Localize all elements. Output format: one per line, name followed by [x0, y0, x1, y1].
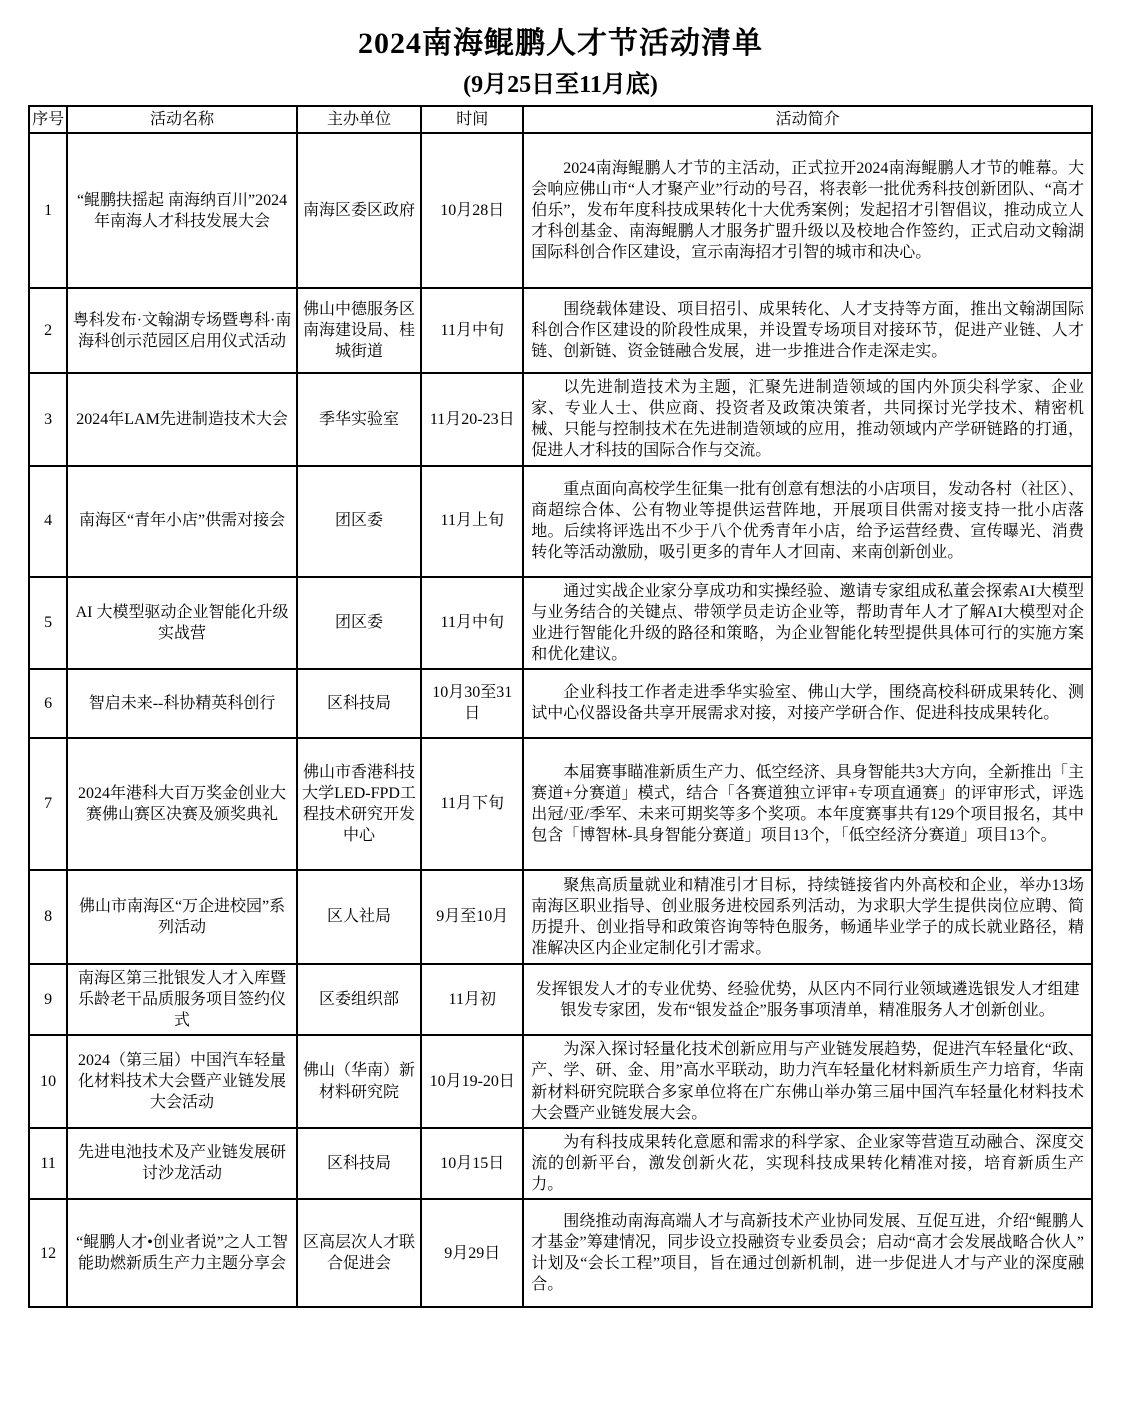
- page-subtitle: (9月25日至11月底): [463, 72, 658, 98]
- row-number-cell: 9: [29, 964, 67, 1035]
- time-cell: 11月下旬: [421, 738, 523, 870]
- table-row: [29, 466, 1092, 577]
- column-header: 序号: [29, 106, 67, 133]
- organizer-cell: 团区委: [297, 466, 421, 577]
- table-row: [29, 577, 1092, 669]
- description-text: 本届赛事瞄准新质生产力、低空经济、具身智能共3大方向，全新推出「主赛道+分赛道」模式，结合「各赛道独立评审+专项直通赛」的评审形式，评选出冠/亚/季军、未来可期奖等多个奖项。本年度赛事共有129个项目报名，其中包含「博智林-具身智能分赛道」项目13个，「低空经济分赛道」项目13个。: [531, 763, 1084, 845]
- page-title: 2024南海鲲鹏人才节活动清单: [358, 27, 763, 60]
- description-text: 围绕载体建设、项目招引、成果转化、人才支持等方面，推出文翰湖国际科创合作区建设的阶段性成果，并设置专场项目对接环节，促进产业链、人才链、创新链、资金链融合发展，进一步推进合作走深走实。: [531, 300, 1084, 361]
- row-number-cell: 5: [29, 577, 67, 669]
- time-cell: 9月至10月: [421, 870, 523, 964]
- description-cell: [523, 373, 1092, 465]
- description-cell: [523, 669, 1092, 738]
- table-row: [29, 669, 1092, 738]
- activity-name-cell: “鲲鹏人才•创业者说”之人工智能助燃新质生产力主题分享会: [67, 1199, 297, 1307]
- activity-name-cell: 先进电池技术及产业链发展研讨沙龙活动: [67, 1128, 297, 1199]
- row-number-cell: 8: [29, 870, 67, 964]
- column-header: 活动简介: [523, 106, 1092, 133]
- column-header: 主办单位: [297, 106, 421, 133]
- description-cell: [523, 133, 1092, 288]
- table-row: [29, 738, 1092, 870]
- table-row: [29, 1199, 1092, 1307]
- description-cell: [523, 1035, 1092, 1127]
- time-cell: 11月初: [421, 964, 523, 1035]
- column-header: 时间: [421, 106, 523, 133]
- organizer-cell: 区科技局: [297, 669, 421, 738]
- row-number-cell: 4: [29, 466, 67, 577]
- description-cell: [523, 288, 1092, 373]
- activity-name-cell: 2024（第三届）中国汽车轻量化材料技术大会暨产业链发展大会活动: [67, 1035, 297, 1127]
- column-header: 活动名称: [67, 106, 297, 133]
- description-text: 为有科技成果转化意愿和需求的科学家、企业家等营造互动融合、深度交流的创新平台，激发创新火花，实现科技成果转化精准对接，培育新质生产力。: [531, 1133, 1084, 1193]
- time-cell: 10月30至31日: [421, 669, 523, 738]
- table-row: [29, 870, 1092, 964]
- table-row: [29, 964, 1092, 1035]
- activity-name-cell: 智启未来--科协精英科创行: [67, 669, 297, 738]
- row-number-cell: 6: [29, 669, 67, 738]
- description-text: 重点面向高校学生征集一批有创意有想法的小店项目，发动各村（社区）、商超综合体、公有物业等提供运营阵地，开展项目供需对接支持一批小店落地。后续将评选出不少于八个优秀青年小店，给予运营经费、宣传曝光、消费转化等活动激励，吸引更多的青年人才回南、来南创新创业。: [531, 480, 1084, 562]
- time-cell: 10月28日: [421, 133, 523, 288]
- time-cell: 11月20-23日: [421, 373, 523, 465]
- description-text: 围绕推动南海高端人才与高新技术产业协同发展、互促互进，介绍“鲲鹏人才基金”筹建情况，同步设立投融资专业委员会；启动“高才会发展战略合伙人”计划及“会长工程”项目，旨在通过创新机制，进一步促进人才与产业的深度融合。: [531, 1212, 1084, 1294]
- activity-name-cell: 2024年LAM先进制造技术大会: [67, 373, 297, 465]
- activity-table: [28, 105, 1093, 1308]
- row-number-cell: 10: [29, 1035, 67, 1127]
- activity-name-cell: 佛山市南海区“万企进校园”系列活动: [67, 870, 297, 964]
- row-number-cell: 7: [29, 738, 67, 870]
- description-cell: [523, 964, 1092, 1035]
- table-row: [29, 373, 1092, 465]
- row-number-cell: 11: [29, 1128, 67, 1199]
- description-text: 为深入探讨轻量化技术创新应用与产业链发展趋势，促进汽车轻量化“政、产、学、研、金、用”高水平联动，助力汽车轻量化材料新质生产力培育，华南新材料研究院联合多家单位将在广东佛山举办第三届中国汽车轻量化材料技术大会暨产业链发展大会。: [531, 1041, 1084, 1122]
- organizer-cell: 区高层次人才联合促进会: [297, 1199, 421, 1307]
- organizer-cell: 季华实验室: [297, 373, 421, 465]
- table-row: [29, 1035, 1092, 1127]
- row-number-cell: 12: [29, 1199, 67, 1307]
- time-cell: 10月19-20日: [421, 1035, 523, 1127]
- table-row: [29, 1128, 1092, 1199]
- table-row: [29, 133, 1092, 288]
- organizer-cell: 区委组织部: [297, 964, 421, 1035]
- organizer-cell: 区人社局: [297, 870, 421, 964]
- activity-name-cell: 南海区“青年小店”供需对接会: [67, 466, 297, 577]
- description-cell: [523, 738, 1092, 870]
- description-cell: [523, 1128, 1092, 1199]
- table-header-row: [29, 106, 1092, 133]
- description-text: 聚焦高质量就业和精准引才目标，持续链接省内外高校和企业，举办13场南海区职业指导、创业服务进校园系列活动，为求职大学生提供岗位应聘、简历提升、创业指导和政策咨询等特色服务，畅通毕业学子的成长就业路径，精准解决区内企业定制化引才需求。: [531, 876, 1084, 958]
- row-number-cell: 1: [29, 133, 67, 288]
- description-text: 发挥银发人才的专业优势、经验优势，从区内不同行业领域遴选银发人才组建银发专家团，发布“银发益企”服务事项清单，精准服务人才创新创业。: [535, 980, 1080, 1019]
- time-cell: 9月29日: [421, 1199, 523, 1307]
- organizer-cell: 团区委: [297, 577, 421, 669]
- description-text: 通过实战企业家分享成功和实操经验、邀请专家组成私董会探索AI大模型与业务结合的关键点、带领学员走访企业等，帮助青年人才了解AI大模型对企业进行智能化升级的路径和策略，为企业智能化转型提供具体可行的实施方案和优化建议。: [531, 582, 1084, 663]
- description-text: 以先进制造技术为主题，汇聚先进制造领域的国内外顶尖科学家、企业家、专业人士、供应商、投资者及政策决策者，共同探讨光学技术、精密机械、只能与控制技术在先进制造领域的应用，推动领域内产学研链路的打通，促进人才科技的国际合作与交流。: [531, 379, 1084, 460]
- activity-name-cell: “鲲鹏扶摇起 南海纳百川”2024年南海人才科技发展大会: [67, 133, 297, 288]
- row-number-cell: 3: [29, 373, 67, 465]
- organizer-cell: 佛山中德服务区南海建设局、桂城街道: [297, 288, 421, 373]
- description-cell: [523, 577, 1092, 669]
- activity-name-cell: 2024年港科大百万奖金创业大赛佛山赛区决赛及颁奖典礼: [67, 738, 297, 870]
- time-cell: 11月上旬: [421, 466, 523, 577]
- row-number-cell: 2: [29, 288, 67, 373]
- description-cell: [523, 1199, 1092, 1307]
- time-cell: 11月中旬: [421, 577, 523, 669]
- description-cell: [523, 870, 1092, 964]
- organizer-cell: 区科技局: [297, 1128, 421, 1199]
- organizer-cell: 佛山市香港科技大学LED-FPD工程技术研究开发中心: [297, 738, 421, 870]
- activity-name-cell: 南海区第三批银发人才入库暨乐龄老干品质服务项目签约仪式: [67, 964, 297, 1035]
- time-cell: 10月15日: [421, 1128, 523, 1199]
- activity-name-cell: AI 大模型驱动企业智能化升级实战营: [67, 577, 297, 669]
- description-text: 2024南海鲲鹏人才节的主活动，正式拉开2024南海鲲鹏人才节的帷幕。大会响应佛山市“人才聚产业”行动的号召，将表彰一批优秀科技创新团队、“高才伯乐”，发布年度科技成果转化十大优秀案例；发起招才引智倡议，推动成立人才科创基金、南海鲲鹏人才服务扩盟升级以及校地合作签约，正式启动文翰湖国际科创合作区建设，宣示南海招才引智的城市和决心。: [531, 159, 1084, 262]
- time-cell: 11月中旬: [421, 288, 523, 373]
- activity-name-cell: 粤科发布·文翰湖专场暨粤科·南海科创示范园区启用仪式活动: [67, 288, 297, 373]
- description-cell: [523, 466, 1092, 577]
- organizer-cell: 佛山（华南）新材料研究院: [297, 1035, 421, 1127]
- description-text: 企业科技工作者走进季华实验室、佛山大学，围绕高校科研成果转化、测试中心仪器设备共享开展需求对接，对接产学研合作、促进科技成果转化。: [531, 684, 1084, 723]
- table-row: [29, 288, 1092, 373]
- organizer-cell: 南海区委区政府: [297, 133, 421, 288]
